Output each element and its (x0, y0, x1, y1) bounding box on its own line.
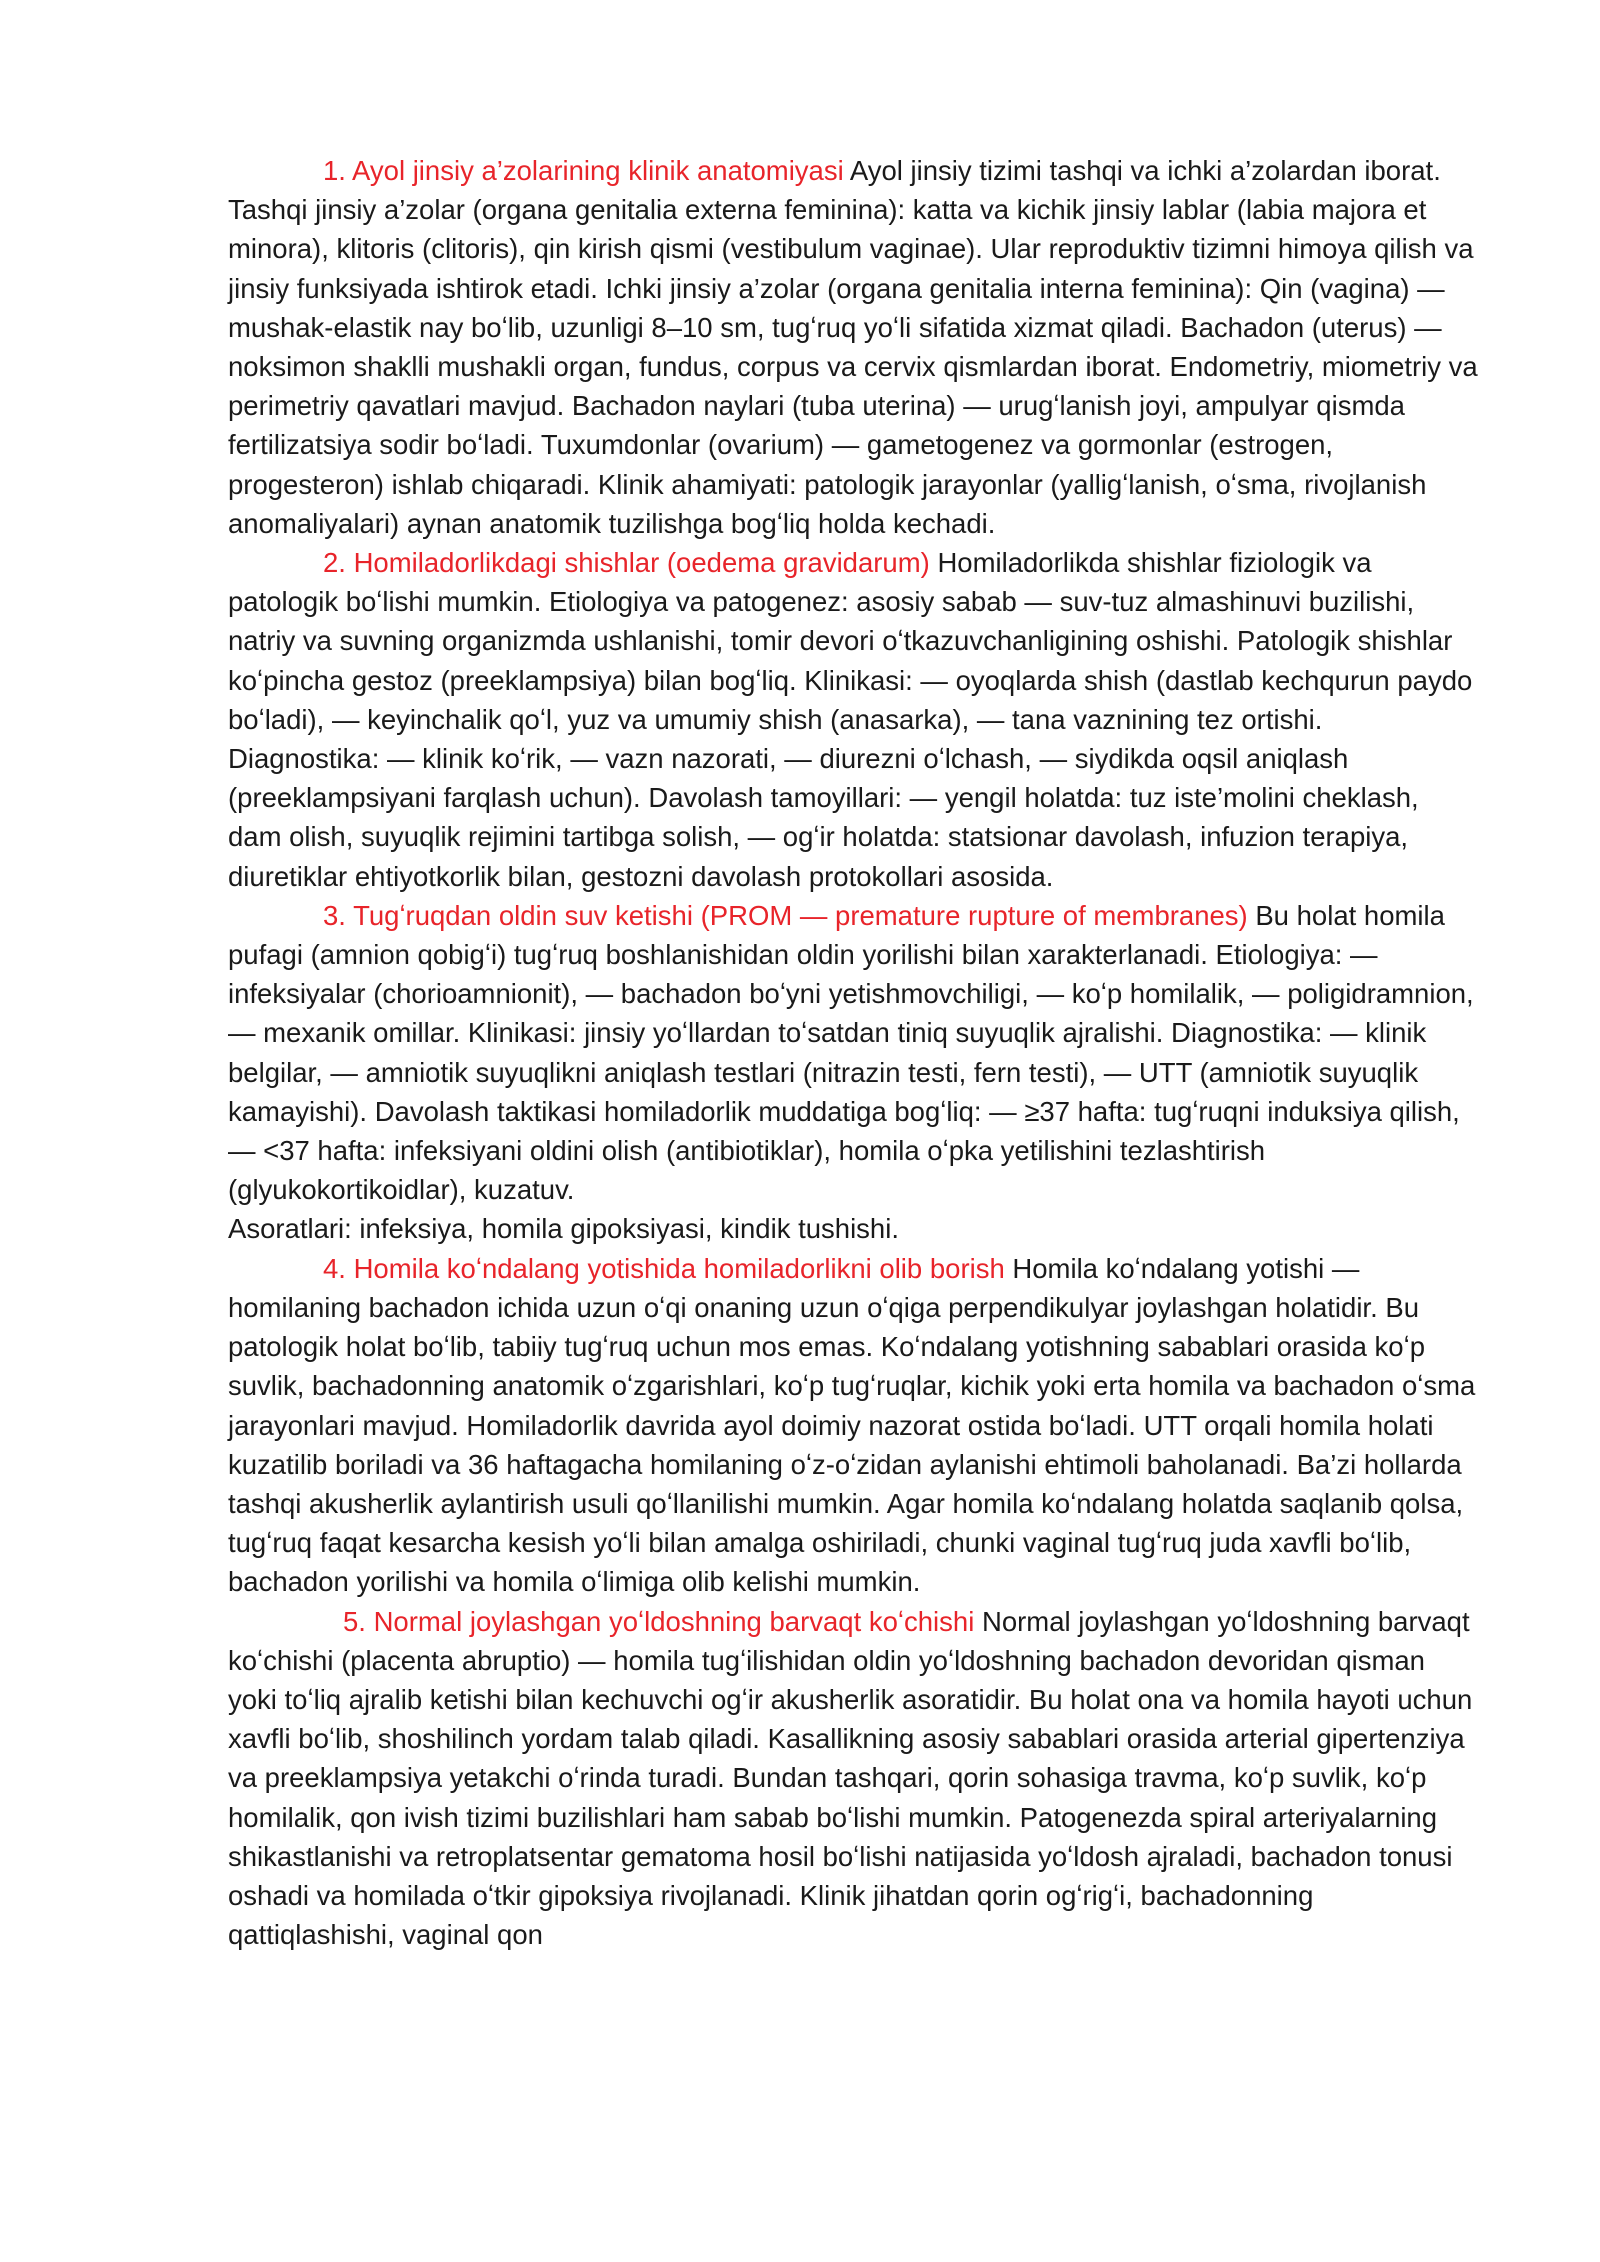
section-heading: 4. Homila koʻndalang yotishida homiladorlikni olib borish (323, 1252, 1005, 1284)
section-body: Bu holat homila pufagi (amnion qobigʻi) tugʻruq boshlanishidan oldin yorilishi bilan xarakterlanadi. Etiologiya: — infeksiyalar (chorioamnionit), — bachadon boʻyni yetishmovchiligi, — koʻp homilalik, — poligidramnion, — mexanik omillar. Klinikasi: jinsiy yoʻllardan toʻsatdan tiniq suyuqlik ajralishi. Diagnostika: — klinik belgilar, — amniotik suyuqlikni aniqlash testlari (nitrazin testi, fern testi), — UTT (amniotik suyuqlik kamayishi). Davolash taktikasi homiladorlik muddatiga bogʻliq: — ≥37 hafta: tugʻruqni induksiya qilish, — <37 hafta: infeksiyani oldini olish (antibiotiklar), homila oʻpka yetilishini tezlashtirish (glyukokortikoidlar), kuzatuv. (228, 899, 1474, 1206)
section-body: Homila koʻndalang yotishi — homilaning bachadon ichida uzun oʻqi onaning uzun oʻqiga perpendikulyar joylashgan holatidir. Bu patologik holat boʻlib, tabiiy tugʻruq uchun mos emas. Koʻndalang yotishning sabablari orasida koʻp suvlik, bachadonning anatomik oʻzgarishlari, koʻp tugʻruqlar, kichik yoki erta homila va bachadon oʻsma jarayonlari mavjud. Homiladorlik davrida ayol doimiy nazorat ostida boʻladi. UTT orqali homila holati kuzatilib boriladi va 36 haftagacha homilaning oʻz-oʻzidan aylanishi ehtimoli baholanadi. Ba’zi hollarda tashqi akusherlik aylantirish usuli qoʻllanilishi mumkin. Agar homila koʻndalang holatda saqlanib qolsa, tugʻruq faqat kesarcha kesish yoʻli bilan amalga oshiriladi, chunki vaginal tugʻruq juda xavfli boʻlib, bachadon yorilishi va homila oʻlimiga olib kelishi mumkin. (228, 1252, 1476, 1598)
section-body: Normal joylashgan yoʻldoshning barvaqt koʻchishi (placenta abruptio) — homila tugʻilishidan oldin yoʻldoshning bachadon devoridan qisman yoki toʻliq ajralib ketishi bilan kechuvchi ogʻir akusherlik asoratidir. Bu holat ona va homila hayoti uchun xavfli boʻlib, shoshilinch yordam talab qiladi. Kasallikning asosiy sabablari orasida arterial gipertenziya va preeklampsiya yetakchi oʻrinda turadi. Bundan tashqari, qorin sohasiga travma, koʻp suvlik, koʻp homilalik, qon ivish tizimi buzilishlari ham sabab boʻlishi mumkin. Patogenezda spiral arteriyalarning shikastlanishi va retroplatsentar gematoma hosil boʻlishi natijasida yoʻldosh ajraladi, bachadon tonusi oshadi va homilada oʻtkir gipoksiya rivojlanadi. Klinik jihatdan qorin ogʻrigʻi, bachadonning qattiqlashishi, vaginal qon (228, 1605, 1473, 1951)
section-2 (228, 543, 1478, 896)
section-note: Asoratlari: infeksiya, homila gipoksiyasi, kindik tushishi. (228, 1213, 899, 1245)
section-heading: 1. Ayol jinsiy a’zolarining klinik anatomiyasi (323, 155, 844, 186)
section-heading: 5. Normal joylashgan yoʻldoshning barvaqt koʻchishi (343, 1605, 975, 1637)
section-body: Ayol jinsiy tizimi tashqi va ichki a’zolardan iborat. Tashqi jinsiy a’zolar (organa genitalia externa feminina): katta va kichik jinsiy lablar (labia majora et minora), klitoris (clitoris), qin kirish qismi (vestibulum vaginae). Ular reproduktiv tizimni himoya qilish va jinsiy funksiyada ishtirok etadi. Ichki jinsiy a’zolar (organa genitalia interna feminina): Qin (vagina) — mushak-elastik nay boʻlib, uzunligi 8–10 sm, tugʻruq yoʻli sifatida xizmat qiladi. Bachadon (uterus) — noksimon shaklli mushakli organ, fundus, corpus va cervix qismlardan iborat. Endometriy, miometriy va perimetriy qavatlari mavjud. Bachadon naylari (tuba uterina) — urugʻlanish joyi, ampulyar qismda fertilizatsiya sodir boʻladi. Tuxumdonlar (ovarium) — gametogenez va gormonlar (estrogen, progesteron) ishlab chiqaradi. Klinik ahamiyati: patologik jarayonlar (yalligʻlanish, oʻsma, rivojlanish anomaliyalari) aynan anatomik tuzilishga bogʻliq holda kechadi. (228, 155, 1478, 539)
section-1 (228, 151, 1478, 543)
section-heading: 3. Tugʻruqdan oldin suv ketishi (PROM — premature rupture of membranes) (323, 899, 1248, 931)
section-body: Homiladorlikda shishlar fiziologik va patologik boʻlishi mumkin. Etiologiya va patogenez: asosiy sabab — suv-tuz almashinuvi buzilishi, natriy va suvning organizmda ushlanishi, tomir devori oʻtkazuvchanligining oshishi. Patologik shishlar koʻpincha gestoz (preeklampsiya) bilan bogʻliq. Klinikasi: — oyoqlarda shish (dastlab kechqurun paydo boʻladi), — keyinchalik qoʻl, yuz va umumiy shish (anasarka), — tana vaznining tez ortishi. Diagnostika: — klinik koʻrik, — vazn nazorati, — diurezni oʻlchash, — siydikda oqsil aniqlash (preeklampsiyani farqlash uchun). Davolash tamoyillari: — yengil holatda: tuz iste’molini cheklash, dam olish, suyuqlik rejimini tartibga solish, — ogʻir holatda: statsionar davolash, infuzion terapiya, diuretiklar ehtiyotkorlik bilan, gestozni davolash protokollari asosida. (228, 547, 1473, 892)
section-3 (228, 896, 1478, 1249)
document-page (228, 151, 1478, 1954)
section-heading: 2. Homiladorlikdagi shishlar (oedema gravidarum) (323, 547, 930, 579)
section-5 (228, 1602, 1478, 1955)
section-4 (228, 1249, 1478, 1602)
